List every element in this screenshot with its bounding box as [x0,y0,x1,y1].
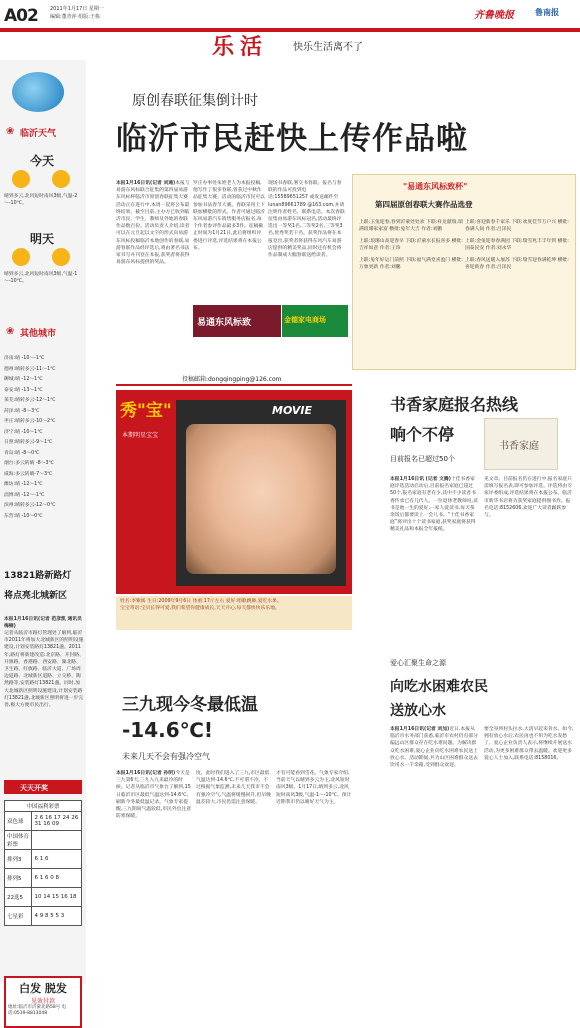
ad-dongfeng [193,305,281,337]
couplet-box-title: "易通东风标致杯" [403,182,468,191]
cities-flower-icon: ❀ [6,326,15,337]
lottery-cell: 10 14 15 16 18 [32,888,82,907]
lottery-cell: 双色球 [5,812,32,831]
sun-icon [52,170,70,188]
city-weather-row: 德州:晴转多云-11～1℃ [4,366,56,372]
charity-col1-text: 近日,本报从临沂市水务部门获悉,临沂市农村仍有部分偏远山区群众存在吃水难问题。为解决群众吃水困难,爱心企业向吃水困难农民送上放心水。活动期间,共为山区困难群众送去饮用水一千余箱,受到群众欢迎。 [390,727,478,769]
hair-ad-contact: 地址:临沂市沂蒙北路58号 电话:0539-8813048 [8,1005,67,1016]
lottery-cell: 中国体育彩票 [5,831,32,850]
film-frame [176,400,346,586]
charity-headline-2: 送放心水 [390,703,446,719]
charity-col1 [390,726,478,976]
top-story-col1 [116,180,190,370]
book-logo-text: 书香家庭 [499,441,539,452]
lottery-row [5,812,82,831]
city-weather-row: 潍坊:晴 -12～1℃ [4,482,43,487]
couplet-item: 上联:春风送暖入屠苏 下联:瑞雪迎春满乾坤 横批:喜迎新春 作者:吕泽民 [465,258,569,271]
lottery-row [5,831,82,850]
bus-title-1: 13821路新路灯 [4,571,72,581]
charity-byline: 本报1月16日讯(记者 刘加) [390,727,450,732]
lottery-cell [32,831,82,850]
hair-ad-title: 白发 脱发 [19,982,67,995]
city-weather-row: 莱芜:晴转多云-12～1℃ [4,398,56,403]
baby-bar [116,372,352,386]
charity-kicker: 爱心汇聚生命之源 [390,659,446,667]
couplet-box-sub: 第四届原创春联大赛作品选登 [375,200,473,209]
couplet-item: 上联:玉兔迎春,春到沂蒙处处欢 下联:祥龙献瑞,瑞满琅琊家家富 横批:兔年大吉 作者:刘鹏 [359,220,463,233]
cold-sub: 未来几天不会有强冷空气 [122,752,210,761]
lottery-cell: 6 1 6 [32,850,82,869]
tomorrow-label: 明天 [30,232,55,246]
book-col2: 见文章。目前报名仍在进行中,报名家庭只需填写报名表,即可参加评选。评选将由专家评委组成,评选结果将在本报公布。临沂市新华书店将为获奖家庭提供图书券。报名电话:8152606,欢迎广大读者踊跃参与。 [484,477,572,519]
paper-brand: 鲁南报 [535,8,559,17]
book-byline: 本报1月16日讯 (记者 文腾) [390,477,451,482]
lottery-head: 中国福利彩票 [5,801,82,812]
couplet-box [352,174,576,370]
charity-headline-1: 向吃水困难农民 [390,679,488,695]
page-number: A02 [4,6,38,26]
couplet-item: 上联:喜迎新春千家乐 下联:欢度佳节万户兴 横批:春满人间 作者:吕泽民 [465,220,569,233]
top-col1-text: 本报与易游东风标联合征集的第四届易游东风标杯临沂市原创春联征集大赛活动正在进行中,本周一起将公布最终结果。截至目前,主办方已收到临沂市民、学生、教师及外地的春联作品数百份。活动负责人介绍,读者可以在元旦起以文字的形式向易游东风标投稿临沂本地创作的春联,易游春联作品经评选后,将由著名书法家书写并刊登在本报,获奖者将获得易游东风标提供的奖品。 [116,181,190,266]
baby-name: 姓名:李紫嫣 生日:2009年9月6日 体重:17斤左右 爱好:唱歌跳舞,爱吃水果。 [120,599,282,604]
lottery-cell: 2 6 16 17 24 26 31 16 09 [32,812,82,831]
city-weather-row: 菏泽:晴 -8～3℃ [4,408,40,414]
lottery-cell: 排列5 [5,869,32,888]
top-kicker: 原创春联征集倒计时 [132,93,258,109]
couplet-item: 上联:兔年好运门前照 下联:福气满堂喜盈门 横批:万象更新 作者:刘鹏 [359,258,463,271]
couplet-item: 上联:金兔迎春春满园 下联:瑞雪兆丰丰年到 横批:国泰民安 作者:刘永华 [465,239,569,252]
book-logo [484,418,558,470]
cold-byline: 本报1月16日讯(记者 孙明) [116,771,176,776]
charity-col2: 要全身到村头拉水,大清早起来背水。如今,拥有放心水后,农民再也不用为吃水发愁了。爱心企业负责人表示,将继续开展送水活动,为更多困难群众带去温暖。欢迎更多爱心人士加入,联系电话:8158016。 [484,727,574,761]
city-weather-row: 枣庄:晴转多云-10～2℃ [4,419,56,424]
bus-article: 记者从临沂市路灯管理处了解到,临沂市2011年将加大北城新区的照明设施建设,计划安装路灯13821盏。2011年,路灯将新建改造:北京路、开封路、开源路、香港路、西安路、湖北路、卫生路、红旗路、临沂大道、广场周边道路、北城新区道路、立交桥、陶然路等,安装路灯13821盏。同时,加大北城新区照明设施建设,计划安装路灯13821盏,北城新区照明将进一步完善,极大方便市民出行。 [4,631,84,709]
masthead [4,4,576,28]
city-weather-row: 烟台:多云转晴 -8～3℃ [4,461,54,466]
lottery-row [5,888,82,907]
city-weather-list [4,354,84,522]
weather-globe-icon [12,72,64,112]
book-headline-1: 书香家庭报名热线 [390,395,519,414]
today-label: 今天 [30,154,55,168]
top-headline: 临沂市民赶快上传作品啦 [116,121,468,157]
baby-wish: 宝宝寄语:宝贝长得可爱,我们希望你健康成长,天天开心,每天都快快乐乐地。 [120,606,280,612]
tomorrow-forecast: 晴到多云,北风短时南风3级,气温-1～-10℃。 [4,272,78,285]
lottery-cell: 排列3 [5,850,32,869]
cold-headline-2: -14.6℃! [122,718,213,742]
bus-title-2: 将点亮北城新区 [4,591,68,601]
cold-col1-text: 今天是三九第6天,三九入九来最冷的时候。记者从临沂市气象台了解到,15日临沂市区最低气温达到-14.6℃,刷新今冬最低温记录。气象专家提醒,三九期间气温较低,市民外出注意防寒保暖。 [116,771,192,820]
ad-dongfeng-text: 易通东风标致 [197,318,252,328]
book-sub: 目前报名已超过50个 [390,455,455,463]
weather-flower-icon: ❀ [6,126,15,137]
sidebar [0,60,86,1016]
city-weather-row: 泰安:晴 -13～1℃ [4,387,43,393]
city-weather-row: 滨州:晴转多云-12～0℃ [4,503,56,508]
masthead-rule [0,28,580,32]
kaiguan-title: 天天开奖 [20,784,48,792]
lottery-row [5,850,82,869]
movie-label: MOVIE [272,404,313,417]
masthead-editor: 编辑:董青萍 组版:王栋 [50,14,100,20]
baby-email: 投稿邮箱:dongqingping@126.com [182,376,282,383]
top-story-col2: 罗庄办事处朱姓老人为本报投稿,他写作了很多春联,曾获过中秋作品征集大赛。活动的临沂市民可以参加书法春节大赛。春联采用上下联加横批的形式。作者可通过临沂东风易游汽车销售服务店报名,每个作者参评作品最多3件。征稿截止时间为1月21日,此后将组织评委进行评选,评选结果将在本报公布。 [193,181,265,251]
top-byline: 本报1月16日讯(记者 刘通) [116,181,176,186]
baby-info [116,596,352,630]
city-weather-row: 聊城:晴 -12～1℃ [4,377,43,382]
book-col1-text: 十佳书香家庭评选活动启动后,目前报名家庭已超过50个,报名家庭有老有少,其中不少读者书香传承已有几代人。一位退休老教师说,读书是他一生的爱好,一家人爱读书,每天茶余饭后都要读上一会儿书。“十佳书香家庭”将评出十个读书家庭,获奖家庭将获得精美礼品和本报全年报纸。 [390,477,478,533]
lottery-cell: 七星彩 [5,907,32,926]
sun-icon [12,170,30,188]
lottery-cell: 4 9 8 5 5 3 [32,907,82,926]
sun-icon [12,248,30,266]
cold-col1 [116,770,192,976]
paper-name: 齐鲁晚报 [474,10,514,21]
lottery-cell: 6 1 6 0 8 [32,869,82,888]
lottery-row [5,907,82,926]
today-forecast: 晴到多云,北风短时南风3级,气温-2～-10℃。 [4,194,78,207]
masthead-date: 2011年1月17日 星期一 [50,6,104,12]
top-story-col3: 现场书春联,署交书春联。报名与春联的作品可投到电话:15589651257 或发送邮件至 lunan89661789 @163.com,并请注明作者姓名、联系电话。本次春联征集由易游东风标冠名,活动最终评选出一等奖1名,二等奖2名,三等奖3名,优秀奖若干名。获奖作品将在本报登出,获奖者将获得东风汽车易游店提供的精美奖品,同时还有机会将作品制成大幅春联送给读者。 [268,181,345,259]
couplet-item: 上联:琅琊山高迎春早 下联:沂蒙水长报喜多 横批:吉祥如意 作者:王珍 [359,239,463,252]
baby-badge: 秀"宝" [120,401,172,421]
city-weather-row: 威海:多云转晴-7～3℃ [4,471,53,477]
city-weather-row: 淄博:晴 -12～-1℃ [4,492,45,498]
hair-ad-sub: 见效付款 [30,998,55,1005]
cold-col3: 才有可能看到雪花。气象专家介绍,当前天气以晴到多云为主,北风短时南风3级。1月17日,晴到多云,北风短时南风3级,气温-1～-10℃。预计近期我市仍以晴好天气为主。 [276,771,352,805]
ad-jinde [282,305,348,337]
lottery-cell: 22选5 [5,888,32,907]
ad-jinde-text: 金德家电商场 [284,316,326,324]
cities-title: 其他城市 [20,329,57,339]
sun-icon [52,248,70,266]
book-col1 [390,476,478,654]
kaiguan-banner [4,780,82,794]
city-weather-row: 青岛:晴 -8～0℃ [4,450,40,456]
baby-photo [186,424,336,574]
baby-badge-sub: 本期明星宝宝 [122,432,159,439]
baby-card [116,390,352,594]
city-weather-row: 日照:晴转多云-9～1℃ [4,440,53,445]
couplet-list [359,219,571,367]
book-headline-2: 响个不停 [390,425,455,444]
bus-byline: 本报1月16日讯(记者 范彦凯 通讯员 梅楠) [4,617,82,630]
city-weather-row: 济宁:晴 -10～1℃ [4,429,43,435]
cold-headline-1: 三九现今冬最低温 [122,695,258,715]
section-title: 乐活 [212,34,269,60]
cold-col2: 度。此时我们进入了三九,市区最低气温达到-14.6℃,不可谓不冷。不过根据气象监测,未来几天我市不会有强冷空气,气温将缓慢回升,但早晚温差较大,市民仍需注意保暖。 [196,771,272,805]
weather-title: 临沂天气 [20,129,57,139]
city-weather-row: 东营:晴 -10～0℃ [4,513,43,519]
lottery-table [4,800,82,926]
lottery-row [5,869,82,888]
city-weather-row: 济南:晴 -10～-1℃ [4,356,45,361]
section-slogan: 快乐生活离不了 [293,42,363,53]
